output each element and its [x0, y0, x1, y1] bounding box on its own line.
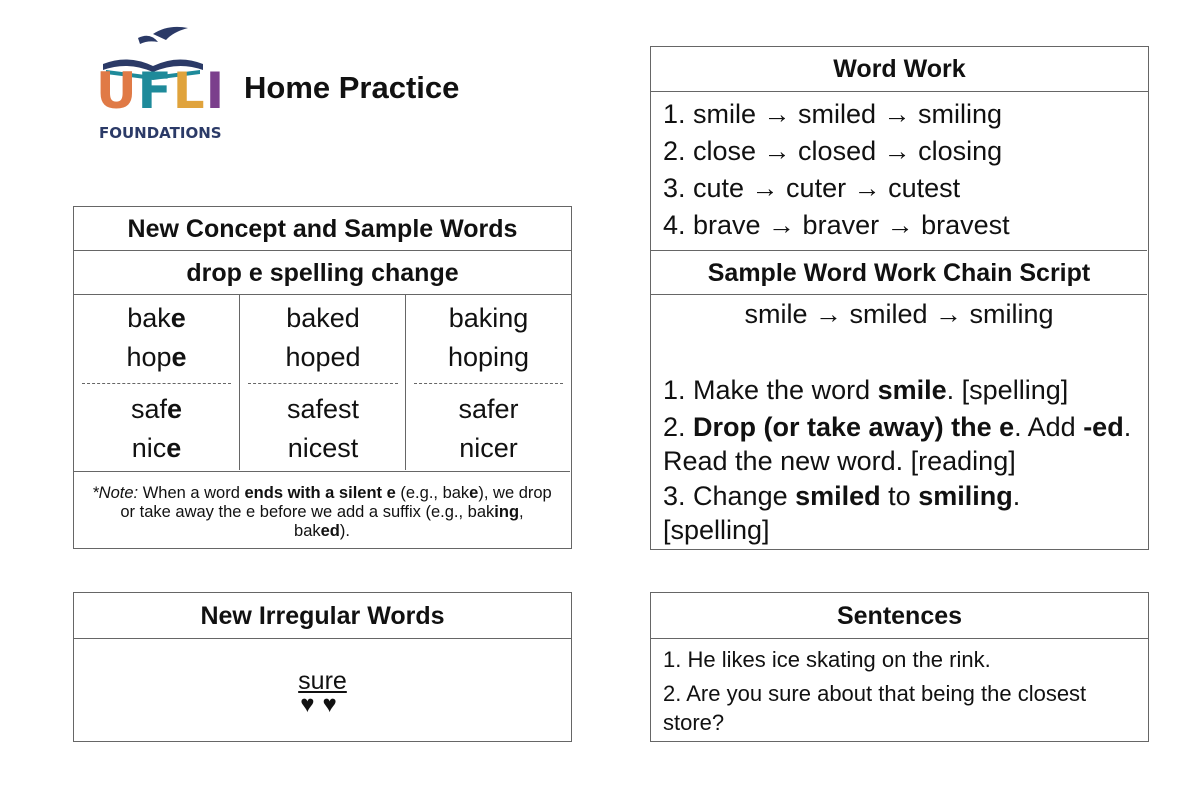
dashed-divider: [248, 383, 398, 384]
chain-script-header: Sample Word Work Chain Script: [651, 250, 1147, 295]
concept-header: New Concept and Sample Words: [74, 207, 571, 251]
dashed-divider: [82, 383, 231, 384]
sample-word: hoping: [447, 342, 530, 372]
sample-word: baked: [286, 303, 360, 333]
word-work-item: 3. cute → cuter → cutest: [663, 173, 961, 203]
sentences-panel: [650, 592, 1149, 742]
word-work-item: 4. brave → braver → bravest: [663, 210, 1010, 240]
word-work-header: Word Work: [651, 47, 1148, 92]
sentences-header: Sentences: [651, 593, 1148, 639]
sample-word: safe: [130, 394, 183, 424]
sample-word: baking: [448, 303, 529, 333]
script-step: 1. Make the word smile. [spelling]: [663, 375, 1069, 405]
sample-word: safest: [286, 394, 360, 424]
chain-example: smile → smiled → smiling: [744, 299, 1054, 329]
script-step: 3. Change smiled to smiling. [spelling]: [663, 481, 1021, 545]
irregular-header: New Irregular Words: [74, 593, 571, 639]
heart-icon: ♥♥: [300, 691, 345, 718]
word-column-base: [74, 295, 239, 470]
concept-subheader: drop e spelling change: [74, 251, 571, 295]
sample-word: safer: [458, 394, 519, 424]
dashed-divider: [414, 383, 563, 384]
irregular-words-panel: [73, 592, 572, 742]
sample-word: nicest: [287, 433, 359, 463]
sample-words-grid: [74, 295, 570, 470]
word-column-ing-er: [405, 295, 571, 470]
sample-word: nice: [131, 433, 182, 463]
sentence-item: 1. He likes ice skating on the rink.: [663, 647, 991, 672]
concept-note: *Note: When a word ends with a silent e (e.g., bake), we drop or take away the e before we add a suffix (e.g., baking, baked).: [74, 471, 570, 548]
sample-word: nicer: [459, 433, 518, 463]
word-work-item: 2. close → closed → closing: [663, 136, 1003, 166]
logo-subtitle: FOUNDATIONS: [99, 124, 222, 142]
page-title: Home Practice: [244, 70, 460, 105]
word-column-ed-est: [239, 295, 406, 470]
irregular-word: sure: [298, 667, 347, 695]
word-work-item: 1. smile → smiled → smiling: [663, 99, 1003, 129]
script-step: 2. Drop (or take away) the e. Add -ed. Read the new word. [reading]: [663, 412, 1132, 476]
ufli-wordmark: UFLI: [96, 62, 226, 120]
sample-word: hope: [126, 342, 187, 372]
ufli-logo: [96, 24, 226, 144]
sample-word: bake: [127, 303, 186, 333]
word-work-panel: [650, 46, 1149, 550]
concept-panel: [73, 206, 572, 549]
sentence-item: 2. Are you sure about that being the closest store?: [663, 681, 1087, 735]
sample-word: hoped: [285, 342, 361, 372]
